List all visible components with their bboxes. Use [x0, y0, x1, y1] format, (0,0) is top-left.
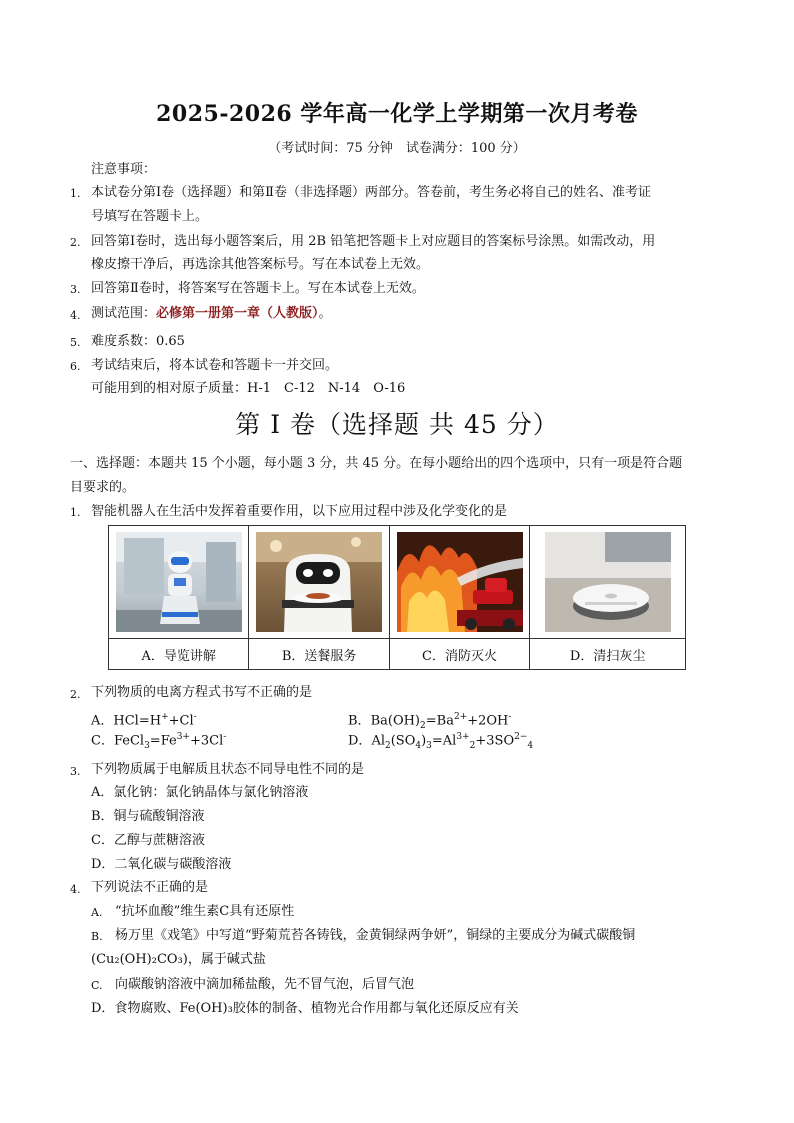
q2-a-text2: +Cl: [168, 713, 194, 729]
notice-6-line: 考试结束后，将本试卷和答题卡一并交回。: [91, 358, 339, 373]
q2-d-sub5: 4: [527, 740, 534, 751]
part1-instructions-line-2: 目要求的。: [70, 480, 136, 495]
q2-c-text3: +3Cl: [189, 733, 224, 749]
q2-c-text1: FeCl: [113, 733, 145, 749]
q2-b-text3: +2OH: [467, 713, 509, 729]
notice-5-line: 难度系数：0.65: [91, 334, 185, 349]
q4-a-label: A.: [91, 906, 103, 919]
q2-d-text2: (SO: [390, 733, 416, 749]
q1-image-cell-a: [109, 526, 249, 639]
q2-a-sup1: +: [161, 712, 169, 722]
q2-stem: 下列物质的电离方程式书写不正确的是: [91, 685, 313, 700]
q1-image-cell-c: [389, 526, 529, 639]
q2-d-text3: ): [421, 733, 427, 749]
q4-option-a: “抗坏血酸”维生素C具有还原性: [115, 904, 295, 919]
firefighting-robot-image: [397, 532, 523, 632]
q1-stem: 智能机器人在生活中发挥着重要作用，以下应用过程中涉及化学变化的是: [91, 504, 508, 519]
q2-option-a: [91, 709, 197, 729]
q3-option-a: A．氯化钠：氯化钠晶体与氯化钠溶液: [91, 785, 309, 800]
q1-options-table: [108, 525, 686, 670]
q2-d-text5: +3SO: [475, 733, 515, 749]
q3-number: 3.: [70, 765, 81, 778]
q2-d-text4: =Al: [431, 733, 457, 749]
q4-option-c: 向碳酸钠溶液中滴加稀盐酸，先不冒气泡，后冒气泡: [115, 977, 415, 992]
delivery-robot-image: [256, 532, 382, 632]
q1-option-b: B．送餐服务: [249, 639, 389, 670]
q2-b-text2: =Ba: [425, 713, 454, 729]
notice-4-line: [91, 306, 332, 322]
notice-2-line-2: 橡皮擦干净后，再选涂其他答案标号。写在本试卷上无效。: [91, 257, 430, 272]
q4-option-b-line-1: 杨万里《戏笔》中写道“野菊荒苔各铸钱，金黄铜绿两争妍”，铜绿的主要成分为碱式碳酸铜: [115, 928, 636, 943]
q2-c-sub1: 3: [144, 740, 150, 751]
notice-2-line-1: 回答第Ⅰ卷时，选出每小题答案后，用 2B 铅笔把答题卡上对应题目的答案标号涂黑。如需改动，用: [91, 234, 656, 249]
q1-image-cell-b: [249, 526, 389, 639]
q1-option-c: C．消防灭火: [389, 639, 529, 670]
q2-b-sub1: 2: [420, 720, 426, 731]
q2-option-c: [91, 729, 226, 754]
notice-5-number: 5.: [70, 336, 81, 349]
q2-d-label: D．: [348, 733, 372, 749]
q2-d-sup2: 2−: [514, 732, 528, 742]
q2-d-text1: Al: [371, 733, 385, 749]
notice-4-number: 4.: [70, 309, 81, 322]
notice-3-number: 3.: [70, 283, 81, 296]
q2-number: 2.: [70, 688, 81, 701]
q3-option-d: D．二氧化碳与碳酸溶液: [91, 857, 232, 872]
q2-a-label: A．: [91, 713, 114, 729]
q2-c-sup2: -: [223, 732, 227, 742]
q2-b-sup1: 2+: [453, 712, 468, 722]
q3-option-b: B．铜与硫酸铜溶液: [91, 809, 205, 824]
q4-d-text: 食物腐败、Fe(OH)₃胶体的制备、植物光合作用都与氧化还原反应有关: [114, 1001, 519, 1016]
q4-b-label: B.: [91, 930, 103, 943]
notice-1-number: 1.: [70, 187, 81, 200]
q1-image-cell-d: [530, 526, 686, 639]
cleaning-robot-image: [545, 532, 671, 632]
part1-instructions-line-1: 一、选择题：本题共 15 个小题，每小题 3 分，共 45 分。在每小题给出的四个选项中，只有一项是符合题: [70, 456, 683, 471]
q2-c-label: C．: [91, 733, 114, 749]
q2-d-sub2: 4: [415, 740, 422, 751]
scope-label: 测试范围：: [91, 306, 157, 321]
q4-stem: 下列说法不正确的是: [91, 880, 209, 895]
q3-option-c: C．乙醇与蔗糖溶液: [91, 833, 205, 848]
q4-option-b-line-2: (Cu₂(OH)₂CO₃)，属于碱式盐: [91, 952, 266, 967]
q2-d-sub4: 2: [469, 740, 476, 751]
notice-6-number: 6.: [70, 360, 81, 373]
q2-b-text1: Ba(OH): [370, 713, 421, 729]
notice-1-line-1: 本试卷分第Ⅰ卷（选择题）和第Ⅱ卷（非选择题）两部分。答卷前，考生务必将自己的姓名、准考证: [91, 185, 651, 200]
notice-3-line: 回答第Ⅱ卷时，将答案写在答题卡上。写在本试卷上无效。: [91, 281, 425, 296]
q2-a-text: HCl=H: [113, 713, 162, 729]
q4-d-label: D．: [91, 1001, 115, 1016]
exam-subtitle: （考试时间：75 分钟 试卷满分：100 分）: [268, 141, 526, 156]
q1-option-d: D．清扫灰尘: [530, 639, 686, 670]
q4-option-d: [91, 1001, 519, 1017]
q2-b-sup2: -: [508, 712, 512, 722]
q2-d-sup1: 3+: [456, 732, 470, 742]
notice-1-line-2: 号填写在答题卡上。: [91, 209, 209, 224]
notice-2-number: 2.: [70, 236, 81, 249]
q1-option-a: A．导览讲解: [109, 639, 249, 670]
q2-c-sup1: 3+: [176, 732, 190, 742]
q3-stem: 下列物质属于电解质且状态不同导电性不同的是: [91, 762, 365, 777]
q2-a-sup2: -: [193, 712, 197, 722]
q1-number: 1.: [70, 506, 81, 519]
section-title: 第 I 卷（选择题 共 45 分）: [235, 410, 559, 439]
q2-c-text2: =Fe: [149, 733, 177, 749]
q2-d-sub3: 3: [426, 740, 432, 751]
test-scope: 必修第一册第一章（人教版）: [156, 306, 319, 321]
q2-b-label: B．: [348, 713, 371, 729]
q2-option-d: [348, 729, 533, 754]
notice-heading: 注意事项：: [91, 162, 157, 177]
atomic-mass-line: 可能用到的相对原子质量：H-1 C-12 N-14 O-16: [91, 381, 406, 396]
q2-d-sub1: 2: [384, 740, 391, 751]
guide-robot-image: [116, 532, 242, 632]
exam-title: 2025-2026 学年高一化学上学期第一次月考卷: [156, 101, 638, 127]
scope-end: 。: [318, 306, 332, 321]
q4-number: 4.: [70, 883, 81, 896]
q4-c-label: C.: [91, 979, 103, 992]
